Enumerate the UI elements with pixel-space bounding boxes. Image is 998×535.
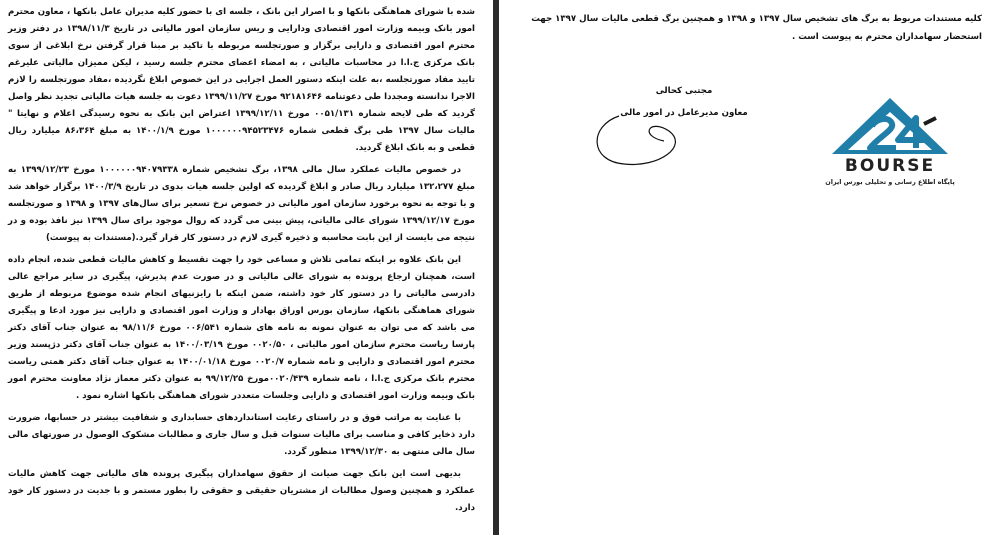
logo-subtitle: پایگاه اطلاع رسانی و تحلیلی بورس ایران <box>825 178 955 186</box>
letter-page-right <box>499 0 998 535</box>
paragraph: با عنایت به مراتب فوق و در راستای رعایت استانداردهای حسابداری و شفافیت بیشتر در حسابها، ضرورت دارد ذخایر کافی و مناسب برای مالیات سنوات قبل و سال جاری و مطالبات مشکوک الوصول در صورتهای مالی سال مالی منتهی به ۱۳۹۹/۱۲/۳۰ منظور گردد. <box>8 413 475 457</box>
bourse-logo <box>820 96 960 196</box>
signatory-title: معاون مدیرعامل در امور مالی <box>620 108 748 118</box>
paragraph: شده با شورای هماهنگی بانکها و با اصرار این بانک ، جلسه ای با حضور کلیه مدیران عامل بانکها ، معاون محترم امور بانک وبیمه وزارت امور اقتصادی ودارایی و ریس سازمان امور مالیاتی در تاریخ ۱۳۹۸/۱۱/۳ در دفتر وزیر محترم امور اقتصادی و دارایی برگزار و صورتجلسه مربوطه با تاکید بر مبنا قرار گرفتن نرخ ابلاغی از سوی بانک مرکزی ج.ا.ا در محاسبات مالیاتی ، به امضاء اعضای محترم جلسه رسید ، لیکن ممیزان مالیاتی علیرغم تایید مفاد صورتجلسه ،به علت اینکه دستور العمل اجرایی در این خصوص ابلاغ نگردیده ،مفاد صورتجلسه را لازم الاجرا ندانسته ومجددا طی دعوتنامه ۹۲۱۸۱۶۴۶ مورخ ۱۳۹۹/۱۱/۲۷ دعوت به جلسه هیات مالیاتی تجدید نظر واصل گردید که طی لایحه شماره ۰۰۵۱/۱۳۱ مورخ ۱۳۹۹/۱۲/۱۱ اعتراض این بانک به نحوه رسیدگی اعلام و نهایتا " مالیات سال ۱۳۹۷ طی برگ قطعی شماره ۱۰۰۰۰۰۰۹۴۵۲۳۴۷۶ مورخ ۱۴۰۰/۱/۹ به مبلغ ۸۶،۳۶۴ میلیارد ریال قطعی و به بانک ابلاغ گردید. <box>8 7 476 153</box>
attachment-note: کلیه مستندات مربوط به برگ های تشخیص سال ۱۳۹۷ و ۱۳۹۸ و همچنین برگ قطعی مالیات سال ۱۳۹۷ جهت استحضار سهامداران محترم به پیوست است . <box>531 14 982 42</box>
paragraph: بدیهی است این بانک جهت صیانت از حقوق سهامداران پیگیری پرونده های مالیاتی جهت کاهش مالیات عملکرد و همچنین وصول مطالبات از مشتریان حقیقی و حقوقی را بطور مستمر و با جدیت در دستور کار خود دارد. <box>8 469 475 513</box>
logo-mark-icon <box>820 96 960 158</box>
paragraph: این بانک علاوه بر اینکه تمامی تلاش و مساعی خود را جهت تقسیط و کاهش مالیات قطعی شده، انجام داده است، همچنان ارجاع پرونده به شورای عالی مالیاتی و در صورت عدم پذیرش، پیگیری در سایر مراجع عالی دادرسی مالیاتی را در دستور کار خود داشته، ضمن اینکه با رایزنیهای انجام شده موضوع مربوطه از طریق شورای هماهنگی بانکها، سازمان بورس اوراق بهادار و وزارت امور اقتصادی و دارایی نیز مورد ادعا و پیگیری می باشد که می توان به عنوان نمونه به نامه های شماره ۰۰۶/۵۴۱ مورخ ۹۸/۱۱/۶ به عنوان جناب آقای دکتر پارسا ریاست محترم سازمان امور مالیاتی ، ۰۰۲۰/۵۰ مورخ ۱۴۰۰/۰۳/۱۹ به عنوان جناب آقای دکتر دژپسند وزیر محترم امور اقتصادی و دارایی و نامه شماره ۰۰۲۰/۷ مورخ ۱۴۰۰/۰۱/۱۸ به عنوان جناب آقای دکتر همتی ریاست محترم بانک مرکزی ج.ا.ا ، نامه شماره ۰۰۲۰/۴۳۹مورخ ۹۹/۱۲/۲۵ به عنوان دکتر معماز نژاد معاونت محترم امور بانک وبیمه وزارت امور اقتصادی و دارایی وجلسات متعددر شورای هماهنگی بانکها اشاره نمود . <box>8 255 476 401</box>
paragraph: در خصوص مالیات عملکرد سال مالی ۱۳۹۸، برگ تشخیص شماره ۱۰۰۰۰۰۰۹۴۰۷۹۳۳۸ مورخ ۱۳۹۹/۱۲/۲۳ به مبلغ ۱۳۲،۲۷۷ میلیارد ریال صادر و ابلاغ گردیده که اولین جلسه هیات بدوی در تاریخ ۱۴۰۰/۳/۹ برگزار خواهد شد و با توجه به نحوه برخورد سازمان امور مالیاتی در خصوص نرخ تسعیر برای سال‌های ۱۳۹۷ و ۱۳۹۸ و صورتجلسه مورخ ۱۳۹۹/۱۲/۱۷ شورای عالی مالیاتی، پیش بینی می گردد که روال موجود برای سال ۱۳۹۹ نیز نافذ بوده و در نتیجه می بایست از این بابت محاسبه و ذخیره گیری لازم در دستور کار قرار گیرد.(مستندات به پیوست) <box>8 165 476 243</box>
signature-scribble <box>579 106 719 176</box>
signatory-name: مجتبی کحالی <box>655 86 713 96</box>
logo-brand-text: BOURSE <box>844 156 936 176</box>
letter-page-left <box>0 0 493 535</box>
